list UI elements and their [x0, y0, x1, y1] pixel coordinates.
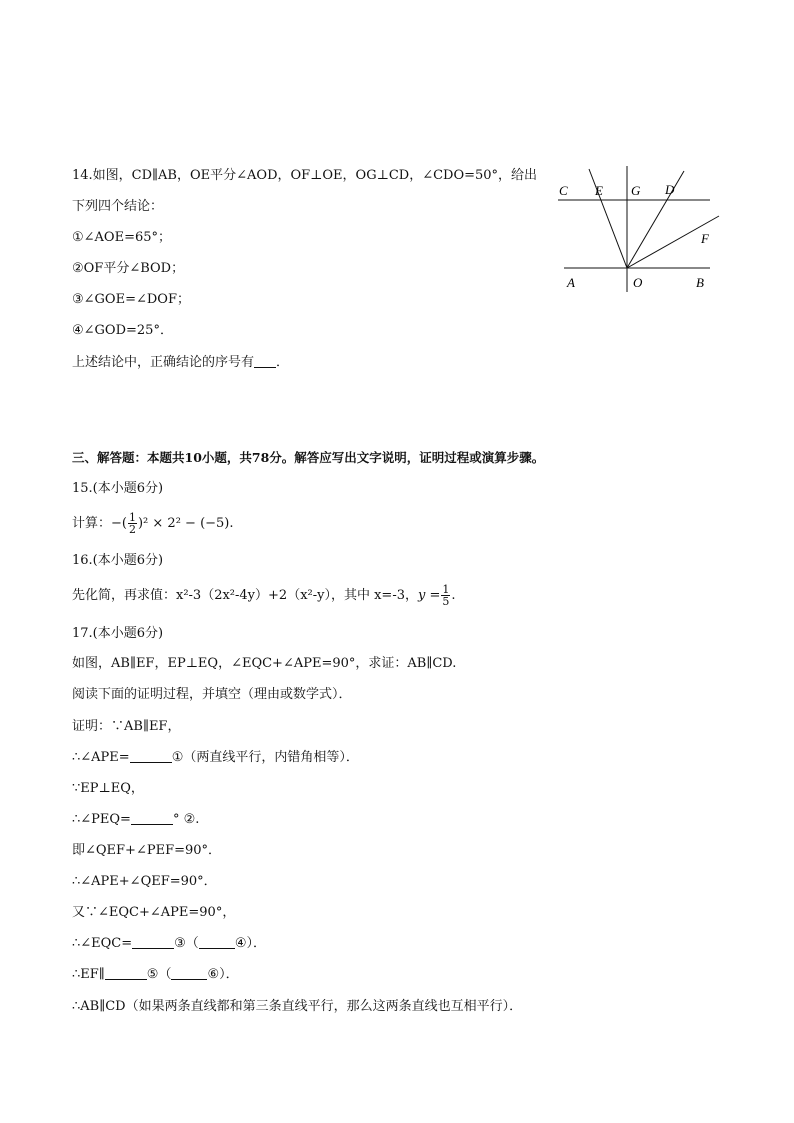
- q16-text: [72, 584, 456, 608]
- q15-frac-num: 1: [128, 511, 136, 524]
- q14-question: [72, 355, 289, 371]
- q14-ask-end: ．: [276, 355, 290, 370]
- q16-end: .: [451, 588, 456, 603]
- label-o: O: [633, 275, 643, 290]
- q14-option-2: ②OF平分∠BOD；: [72, 261, 185, 276]
- label-g: G: [631, 183, 641, 198]
- q17-s4-pre: ∴∠PEQ=: [72, 812, 131, 827]
- q16-header: 16.(本小题6分): [72, 553, 164, 568]
- q17-step-1: 证明：∵AB∥EF，: [72, 719, 181, 734]
- q14-ask-text: 上述结论中，正确结论的序号有: [72, 355, 255, 370]
- q17-step-3: ∵EP⊥EQ，: [72, 781, 144, 796]
- q16-fraction: [441, 584, 450, 607]
- q17-header: 17.(本小题6分): [72, 626, 164, 641]
- q17-s9-post: ⑥）．: [207, 967, 239, 982]
- q15-expr-post: )² × 2² − (−5).: [137, 516, 234, 531]
- q17-instruction: 阅读下面的证明过程，并填空（理由或数学式）．: [72, 687, 352, 702]
- q17-statement: 如图，AB∥EF，EP⊥EQ，∠EQC+∠APE=90°，求证：AB∥CD.: [72, 656, 457, 671]
- q17-step-2: [72, 750, 359, 766]
- q17-step-7: 又∵∠EQC+∠APE=90°，: [72, 905, 236, 920]
- q17-s9-mid: ⑤（: [146, 967, 172, 982]
- q14-line2: 下列四个结论：: [72, 199, 164, 214]
- q15-frac-den: 2: [128, 523, 136, 536]
- q17-step-10: ∴AB∥CD（如果两条直线都和第三条直线平行，那么这两条直线也互相平行）．: [72, 999, 523, 1014]
- q14-answer-blank[interactable]: [254, 355, 276, 368]
- q14-option-4: ④∠GOD=25°．: [72, 323, 173, 338]
- label-b: B: [696, 275, 704, 290]
- q15-expression: [72, 512, 234, 536]
- q14-line1: 14.如图，CD∥AB，OE平分∠AOD，OF⊥OE，OG⊥CD，∠CDO=50°，给出: [72, 168, 538, 183]
- q16-y-eq: y =: [418, 588, 441, 603]
- q17-step-6: ∴∠APE+∠QEF=90°．: [72, 874, 217, 889]
- label-e: E: [595, 183, 603, 198]
- q17-step-5: 即∠QEF+∠PEF=90°．: [72, 843, 222, 858]
- q17-s9-pre: ∴EF∥: [72, 967, 105, 982]
- q17-s4-post: ° ②.: [172, 812, 200, 827]
- q17-s2-post: ①（两直线平行，内错角相等）．: [171, 750, 359, 765]
- q15-expr-pre: −(: [111, 516, 127, 531]
- q16-text-main: 先化简，再求值：x²-3（2x²-4y）+2（x²-y），其中 x=-3，: [72, 588, 418, 603]
- q17-step-4: [72, 812, 199, 828]
- q17-s8-pre: ∴∠EQC=: [72, 936, 133, 951]
- q14-option-1: ①∠AOE=65°；: [72, 230, 172, 245]
- q17-blank-6[interactable]: [171, 967, 207, 980]
- q17-step-9: [72, 967, 239, 983]
- q15-fraction: [128, 512, 137, 535]
- q17-blank-1[interactable]: [130, 750, 172, 763]
- q17-blank-5[interactable]: [105, 967, 147, 980]
- q14-option-3: ③∠GOE=∠DOF；: [72, 292, 190, 307]
- q17-step-8: [72, 936, 266, 952]
- q16-frac-num: 1: [442, 583, 450, 596]
- label-f: F: [701, 231, 709, 246]
- label-c: C: [559, 183, 568, 198]
- q16-frac-den: 5: [442, 595, 450, 608]
- q15-header: 15.(本小题6分): [72, 481, 164, 496]
- q17-blank-3[interactable]: [132, 936, 174, 949]
- q17-blank-2[interactable]: [131, 812, 173, 825]
- q15-lead: 计算：: [72, 516, 112, 531]
- section-3-header: 三、解答题：本题共10小题，共78分。解答应写出文字说明，证明过程或演算步骤。: [72, 450, 545, 465]
- q17-s8-mid: ③（: [174, 936, 199, 951]
- q17-s8-post: ④）．: [234, 936, 266, 951]
- label-a: A: [567, 275, 575, 290]
- geometry-figure: [552, 164, 722, 294]
- label-d: D: [665, 182, 675, 197]
- q17-s2-pre: ∴∠APE=: [72, 750, 130, 765]
- q17-blank-4[interactable]: [199, 936, 235, 949]
